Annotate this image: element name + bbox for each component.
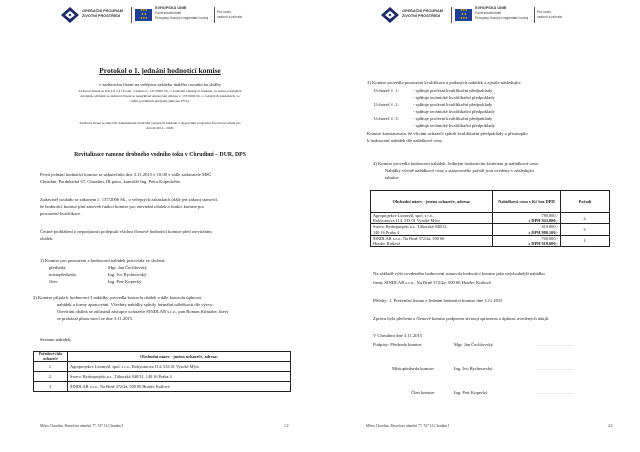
item-2-line-3: Otevírání obálek se zúčastnil zástupce uchazeče ŠINDLAR s.r.o., pan Roman Kilmaler, který	[57, 309, 229, 314]
slogan-line-2: vzduch a přírodu	[537, 15, 563, 19]
op-name-line-1: OPERAČNÍ PROGRAM	[82, 9, 123, 13]
list-label: Seznam nabídek:	[40, 337, 72, 342]
table-row	[371, 213, 610, 224]
project-name: Revitalizace ramene drobného vodního toku v Chrudimi – DUR, DPS	[74, 152, 246, 158]
item-3-intro: 3) Komise provedla posouzení kvalifikace u podaných nabídek a zjistila následující:	[367, 80, 522, 85]
date: V Chrudimi dne 3.11.2015	[373, 333, 423, 338]
bidder-address: Hradec Králové	[373, 241, 401, 247]
evaluation-table	[370, 190, 610, 247]
op-name-line-2: ŽIVOTNÍ PROSTŘEDÍ	[402, 14, 441, 18]
qual-line: - splňuje technické kvalifikační předpoklady	[413, 123, 495, 128]
bidder-name: Sweco Hydroprojekt a.s., Táborská 940/31,	[373, 224, 448, 230]
column-header: Obchodní název - jméno uchazeče, adresa:	[371, 191, 493, 213]
item-2-line-2: nabídek a formy zpracování. Všechny nabídky splnily formální náležitosti dle výzvy.	[57, 302, 214, 307]
price-cell	[493, 213, 561, 224]
member-name-1: Mgr. Jan Čechlovský	[108, 265, 147, 270]
price-with-vat: s DPH 919.600,-	[528, 241, 558, 247]
slogan-line-1: Pro vodu,	[537, 10, 552, 14]
item-2-line-1: 2) Komise přijala k hodnocení 3 nabídky, provedla kontrolu obálek a dále kontrolu úplnosti	[33, 295, 202, 300]
conclusion-line-2: firmy ŠINDLAR s.r.o., Na Brně 372/2a, 500 06 Hradec Králové.	[373, 280, 493, 285]
signature-name-2: Ing. Ivo Rychnovský	[454, 366, 493, 371]
eu-flag-icon: ★ ★ ★ ★ ★ ★ ★ ★	[455, 9, 472, 21]
price: 780.000,-	[541, 213, 558, 218]
bidder-name: ŠINDLAR s.r.o., Na Brně 372/2a, 500 06	[373, 235, 445, 241]
attachment: Přílohy: 1. Prezenční listina z Jednání hodnotící komise dne 3.11.2015	[373, 298, 503, 303]
qual-line: - splňuje profesní kvalifikační předpoklady	[413, 116, 493, 121]
intro-line-3: předpisů, přičemž se zadávací řízení se nespřihlásí ustanovení zákona č. 137/2006 Sb., o veřejných zakázkách, ve	[80, 94, 240, 98]
qual-line: - splňuje profesní kvalifikační předpoklady	[413, 88, 493, 93]
item-2-line-4: se prokázal plnou mocí ze dne 3.11.2015.	[57, 316, 134, 321]
column-header: Pořadí	[561, 191, 610, 213]
page-title: Protokol o 1. jednání hodnotící komise	[99, 66, 221, 75]
table-row	[34, 372, 291, 382]
meeting-line-2: Chrudim, Pardubická 67, Chrudim, III.patro, kancelář Ing. Petra Kopeckého	[40, 179, 181, 184]
member-name-2: Ing. Ivo Rychnovský	[108, 272, 147, 277]
row-number: 1.	[34, 362, 68, 372]
header-divider	[451, 7, 452, 23]
table-row	[371, 235, 610, 246]
row-number: 3.	[34, 382, 68, 392]
price-with-vat: s DPH 980.100,-	[528, 229, 558, 235]
price-cell	[493, 235, 561, 246]
footer-address: Město Chrudim, Resselovo náměstí 77, 537 16 Chrudim I	[40, 424, 124, 428]
eu-name: EVROPSKÁ UNIE	[475, 6, 507, 10]
page-number: 1/2	[284, 424, 289, 428]
column-header: Pořadové číslo uchazeče	[34, 352, 68, 362]
intro-line-1: v zadávacím řízení na veřejnou zakázku malého rozsahu na služby	[98, 82, 222, 87]
qual-note-2: k hodnocení nabídek dle nabídkové ceny.	[367, 138, 443, 143]
approval: Zprávu byla přečtena a členové komise podpisem stvrzují správnost a úplnost uvedených údajů.	[373, 316, 550, 321]
signature-name-1: Mgr. Jan Čechlovský	[454, 342, 493, 347]
item-4-line-2: Nabídky včetně nabídkové ceny a stanoveného pořadí jsou uvedeny v následující	[385, 168, 535, 173]
header-divider	[131, 7, 132, 23]
signature-role-3: Člen komise:	[411, 390, 436, 395]
signature-name-3: Ing. Petr Kopecký	[454, 390, 488, 395]
bidder-address: 140 16 Praha 4	[373, 229, 399, 235]
price-with-vat: s DPH 943.800,-	[528, 218, 558, 224]
row-text: ŠINDLAR s.r.o., Na Brně 372/2a, 500 06 Hradec Králové	[68, 382, 291, 392]
eu-fund-2: Evropský fond pro regionální rozvoj	[155, 16, 209, 20]
eu-name: EVROPSKÁ UNIE	[155, 6, 187, 10]
slogan-line-2: vzduch a přírodu	[217, 15, 243, 19]
declaration-line-1: Čestné prohlášení o nepodjatosti podepsali všichni členové hodnotící komise před otevíráním	[40, 229, 212, 234]
signature-role-2: Místopředseda komise:	[392, 366, 435, 371]
price: 810.000,-	[541, 224, 558, 230]
contracting-line-1: Zadavatel souladu se zákonem č. 137/2006 Sb., o veřejných zakázkách (dále jen zákon) stanovil,	[40, 197, 218, 202]
rank: 2.	[561, 213, 610, 224]
page-number: 2/2	[608, 424, 613, 428]
eu-fund-1: Fond soudržnosti	[155, 11, 182, 15]
signature-role-1: Podpisy: Předseda komise:	[373, 342, 423, 347]
member-role-2: místopředseda:	[49, 272, 77, 277]
qual-note-1: Komise konstatovala, že všichni uchazeči splnili kvalifikační předpoklady a přistoupila	[367, 131, 528, 136]
op-logo-icon	[380, 6, 400, 24]
row-text: Sweco Hydroprojekt a.s., Táborská 940/31, 140 16 Praha 4	[68, 372, 291, 382]
item-1: 1) Komise pro posouzení a hodnocení nabídek pracovala ve složení:	[40, 258, 166, 263]
eu-fund-2: Evropský fond pro regionální rozvoj	[475, 16, 529, 20]
footer-address: Město Chrudim, Resselovo náměstí 77, 537 16 Chrudim I	[366, 424, 450, 428]
table-row	[371, 224, 610, 235]
bids-table	[33, 351, 291, 392]
item-4-line-3: tabulce:	[385, 175, 400, 180]
column-header: Nabídková cena v Kč bez DPH	[493, 191, 561, 213]
qual-who-1: Uchazeč č. 1:	[374, 88, 399, 93]
table-row	[34, 382, 291, 392]
qual-line: - splňuje profesní kvalifikační předpoklady	[413, 102, 493, 107]
eu-fund-1: Fond soudržnosti	[475, 11, 502, 15]
column-header: Obchodní název - jméno uchazeče, adresa:	[68, 352, 291, 362]
rank: 3.	[561, 224, 610, 235]
rank: 1.	[561, 235, 610, 246]
procedure-line-1: Zadávací řízení se dále řídí dokumentem Zadávání veřejných zakázek v Operačním programu Životní prostředí pro	[79, 121, 241, 125]
header-divider-2	[534, 7, 535, 23]
slogan-line-1: Pro vodu,	[217, 10, 232, 14]
member-role-1: předseda:	[49, 265, 67, 270]
page-2: OPERAČNÍ PROGRAM ŽIVOTNÍ PROSTŘEDÍ ★ ★ ★ ★ ★ ★ ★ ★ EVROPSKÁ UNIE Fond soudržnosti Evropský fond pro regionální rozvoj Pro vodu, vzduch a přírodu 3) Komise provedla posouzení kvalifikace u podaných nabídek a zjistila následující: Uchazeč č. 1: - splňuje profesní kvalifikační předpoklady - splňuje technické kvalifikační předpoklady Uchazeč č. 2: - splňuje profesní kvalifikační předpoklady - splňuje technické kvalifikační předpoklady Uchazeč č. 3: - splňuje profesní kvalifikační předpoklady - splňuje technické kvalifikační předpoklady Komise konstatovala, že všichni uchazeči splnili kvalifikační předpoklady a přistoupila k hodnocení nabídek dle nabídkové ceny. 4) Komise provedla hodnocení nabídek. Jediným hodnotícím kritériem je nabídková cena. Nabídky včetně nabídkové ceny a stanoveného pořadí jsou uvedeny v následující tabulce: Obchodní název - jméno uchazeče, adresa: Nabídková cena v Kč bez DPH Pořadí Agroprojekce Litomyšl, spol. s r.o., Rokycanova 114, 533 01 Vysoké Mýto 780.000,- s DPH 943.800,- 2. Sweco Hydroprojekt a.s., Táborská 940/31, 140 16 Praha 4 810.000,- s DPH 980.100,- 3. ŠINDLAR s.r.o., Na Brně 372/2a, 500 06 Hradec Králové 760.000,- s DPH 919.600,- 1. Na základě výše uvedeného hodnocení stanovila hodnotící komise jako nejvhodnější nabídku firmy ŠINDLAR s.r.o., Na Brně 372/2a, 500 06 Hradec Králové. Přílohy: 1. Prezenční listina z Jednání hodnotící komise dne 3.11.2015 Zprávu byla přečtena a členové komise podpisem stvrzují správnost a úplnost uvedených údajů. V Chrudimi dne 3.11.2015 Podpisy: Předseda komise: Mgr. Jan Čechlovský …………………… Místopředseda komise: Ing. Ivo Rychnovský …………………… Člen komise: Ing. Petr Kopecký …………………… Město Chrudim, Resselovo náměstí 77, 537 16 Chrudim I 2/2	[366, 6, 613, 428]
table-header-row	[371, 191, 610, 213]
qual-who-3: Uchazeč č. 3:	[374, 116, 399, 121]
member-role-3: člen:	[49, 279, 58, 284]
row-text: Agroprojekce Litomyšl, spol. s r.o., Rokycanova 114, 533 01 Vysoké Mýto	[68, 362, 291, 372]
bidder-address: Rokycanova 114, 533 01 Vysoké Mýto	[373, 218, 440, 224]
bidder-cell	[371, 213, 493, 224]
op-name-line-2: ŽIVOTNÍ PROSTŘEDÍ	[82, 14, 121, 18]
member-name-3: Ing. Petr Kopecký	[108, 279, 142, 284]
conclusion-line-1: Na základě výše uvedeného hodnocení stanovila hodnotící komise jako nejvhodnější nabídku	[373, 271, 545, 276]
item-4-line-1: 4) Komise provedla hodnocení nabídek. Jediným hodnotícím kritériem je nabídková cena.	[373, 161, 539, 166]
declaration-line-2: obálek.	[40, 236, 54, 241]
header-divider-2	[214, 7, 215, 23]
table-row	[34, 362, 291, 372]
op-logo-icon	[60, 6, 80, 24]
price: 760.000,-	[541, 235, 558, 241]
qual-line: - splňuje technické kvalifikační předpoklady	[413, 109, 495, 114]
bidder-name: Agroprojekce Litomyšl, spol. s r.o.,	[373, 213, 434, 218]
op-name-line-1: OPERAČNÍ PROGRAM	[402, 9, 443, 13]
intro-line-4: znění pozdějších předpisů (dále jen ZVZ).	[130, 99, 190, 103]
price-cell	[493, 224, 561, 235]
meeting-line-1: První jednání hodnotící komise se uskutečnilo dne 3.11.2015 v 10:00 v sídle zadavatele MěÚ	[40, 172, 212, 177]
contracting-line-2: že hodnotící komise plní zároveň funkci komise pro otevírání obálek a funkci komise pro	[40, 204, 205, 209]
qual-line: - splňuje technické kvalifikační předpoklady	[413, 95, 495, 100]
eu-flag-icon: ★ ★ ★ ★ ★ ★ ★ ★	[135, 9, 152, 21]
contracting-line-3: posouzení kvalifikace.	[40, 211, 82, 216]
row-number: 2.	[34, 372, 68, 382]
intro-line-2: Zadávací řízení se řídí § 6 a § 18 odst. 5 zákona č. 137/2006 Sb., o zadávání veřejných zakázek, ve znění pozdějších	[78, 89, 242, 93]
table-header-row	[34, 352, 291, 362]
bidder-cell	[371, 224, 493, 235]
procedure-line-2: období 2014 - 2020.	[145, 126, 175, 130]
bidder-cell	[371, 235, 493, 246]
qual-who-2: Uchazeč č. 2:	[374, 102, 399, 107]
